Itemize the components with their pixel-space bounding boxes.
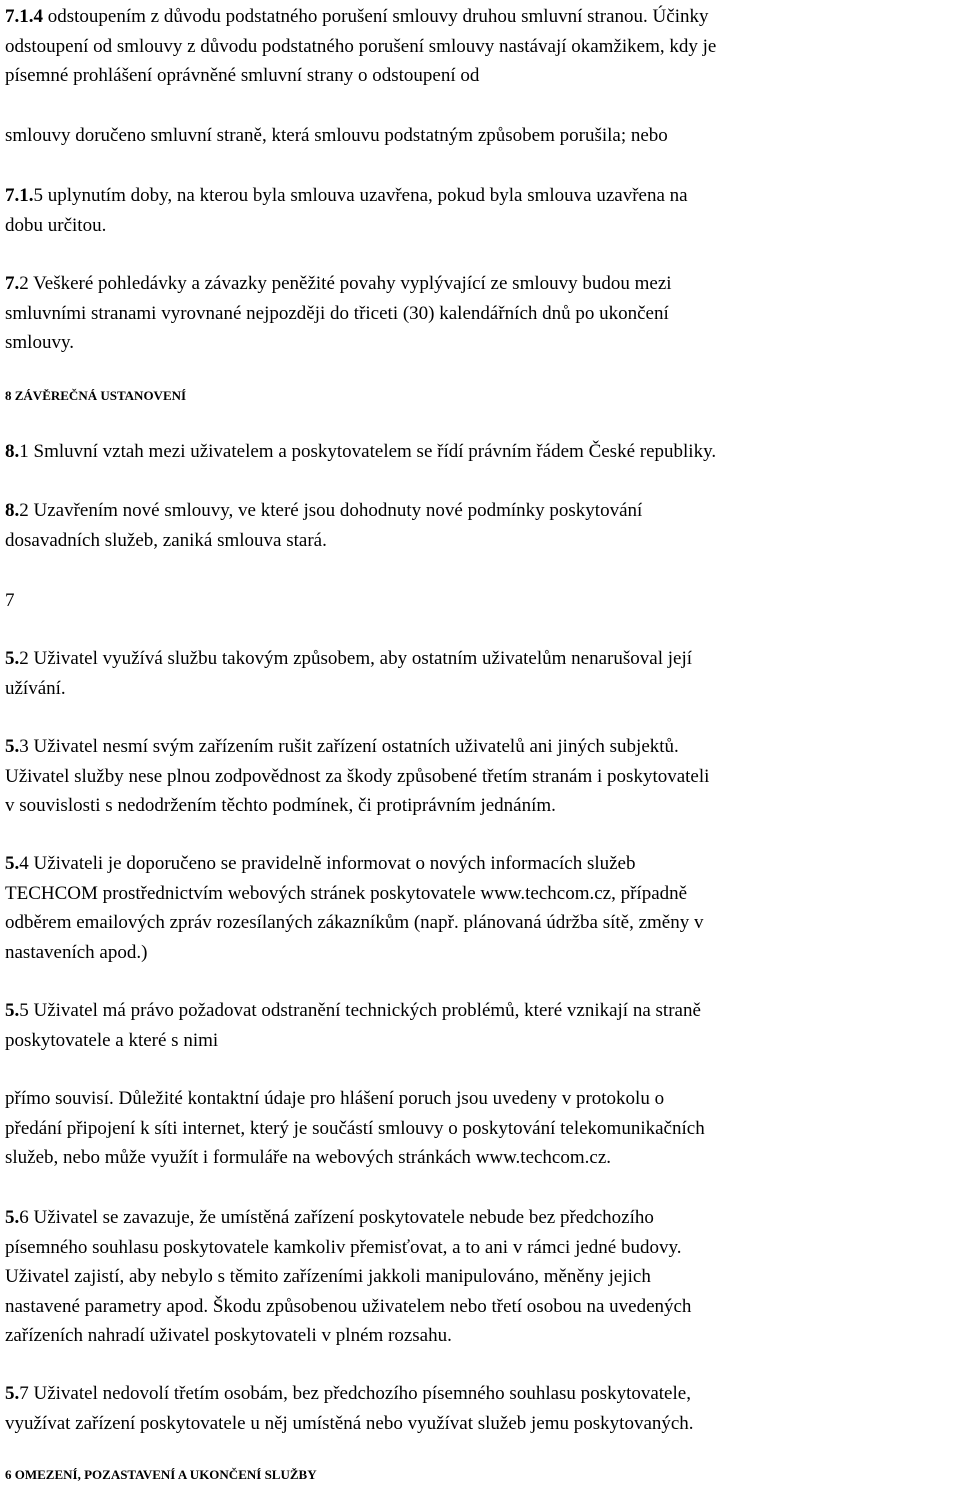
paragraph-text: poskytovatele a které s nimi: [5, 1029, 219, 1051]
paragraph-text: využívat zařízení poskytovatele u něj umístěná nebo využívat služeb jemu poskytovaných.: [5, 1412, 694, 1434]
paragraph-5-5-continued: [5, 1084, 955, 1173]
paragraph-text: nastavené parametry apod. Škodu způsobenou uživatelem nebo třetí osobou na uvedených: [5, 1295, 692, 1317]
section-heading-8: 8 ZÁVĚREČNÁ USTANOVENÍ: [5, 388, 187, 403]
paragraph-text: smlouvy.: [5, 332, 74, 353]
paragraph-text: užívání.: [5, 677, 66, 699]
paragraph-text: odstoupení od smlouvy z důvodu podstatného porušení smlouvy nastávají okamžikem, kdy je: [5, 35, 717, 57]
paragraph-text: dosavadních služeb, zaniká smlouva stará.: [5, 529, 327, 551]
paragraph-text: 6 Uživatel se zavazuje, že umístěná zařízení poskytovatele nebude bez předchozího: [19, 1207, 654, 1228]
paragraph-text: zařízeních nahradí uživatel poskytovateli v plném rozsahu.: [5, 1325, 452, 1346]
clause-number: 5.: [5, 736, 20, 757]
paragraph-text: 2 Veškeré pohledávky a závazky peněžité povahy vyplývající ze smlouvy budou mezi: [19, 273, 672, 294]
paragraph-text: písemného souhlasu poskytovatele kamkoliv přemisťovat, a to ani v rámci jedné budovy.: [5, 1236, 682, 1258]
paragraph-text: 7 Uživatel nedovolí třetím osobám, bez předchozího písemného souhlasu poskytovatele,: [19, 1383, 691, 1404]
paragraph-text: přímo souvisí. Důležité kontaktní údaje pro hlášení poruch jsou uvedeny v protokolu o: [5, 1088, 665, 1109]
paragraph-5-2: [5, 644, 955, 703]
paragraph-text: 5 Uživatel má právo požadovat odstranění technických problémů, které vznikají na straně: [19, 1000, 701, 1021]
paragraph-text: odběrem emailových zpráv rozesílaných zákazníkům (např. plánovaná údržba sítě, změny v: [5, 912, 704, 933]
clause-number: 7.1.: [5, 185, 34, 206]
paragraph-text: smluvními stranami vyrovnané nejpozději do třiceti (30) kalendářních dnů po ukončení: [5, 302, 669, 324]
paragraph-text: Uživatel zajistí, aby nebylo s těmito zařízeními jakkoli manipulováno, měněny jejich: [5, 1266, 651, 1287]
paragraph-7-2: [5, 269, 955, 358]
paragraph-5-7: [5, 1379, 955, 1438]
clause-number: 5.: [5, 1000, 20, 1021]
clause-number: 5.: [5, 1207, 20, 1228]
paragraph-5-5: [5, 996, 955, 1055]
paragraph-text: služeb, nebo může využít i formuláře na webových stránkách www.techcom.cz.: [5, 1147, 612, 1168]
paragraph-8-1: [5, 437, 955, 467]
paragraph-text: nastaveních apod.): [5, 941, 148, 963]
page-number: 7: [5, 590, 15, 611]
paragraph-text: 2 Uživatel využívá službu takovým způsobem, aby ostatním uživatelům nenarušoval její: [19, 648, 692, 669]
paragraph-text: TECHCOM prostřednictvím webových stránek poskytovatele www.techcom.cz, případně: [5, 882, 688, 904]
paragraph-7-1-5: [5, 181, 955, 240]
paragraph-text: 3 Uživatel nesmí svým zařízením rušit zařízení ostatních uživatelů ani jiných subjektů.: [19, 736, 679, 757]
paragraph-text: v souvislosti s nedodržením těchto podmínek, či protiprávním jednáním.: [5, 795, 556, 816]
paragraph-text: předání připojení k síti internet, který je součástí smlouvy o poskytování telekomunikačních: [5, 1117, 705, 1139]
paragraph-5-6: [5, 1203, 955, 1351]
paragraph-text: smlouvy doručeno smluvní straně, která smlouvu podstatným způsobem porušila; nebo: [5, 125, 668, 146]
paragraph-text: 5 uplynutím doby, na kterou byla smlouva uzavřena, pokud byla smlouva uzavřena na: [33, 185, 688, 206]
paragraph-5-4: [5, 849, 955, 967]
clause-number: 8.: [5, 500, 20, 521]
clause-number: 7.: [5, 273, 20, 294]
paragraph-text: Uživatel služby nese plnou zodpovědnost za škody způsobené třetím stranám i poskytovateli: [5, 765, 710, 787]
paragraph-5-3: [5, 732, 955, 821]
paragraph-8-2: [5, 496, 955, 555]
paragraph-text: 2 Uzavřením nové smlouvy, ve které jsou dohodnuty nové podmínky poskytování: [19, 500, 643, 521]
paragraph-text: odstoupením z důvodu podstatného porušení smlouvy druhou smluvní stranou. Účinky: [43, 6, 709, 27]
clause-number: 5.: [5, 1383, 20, 1404]
paragraph-7-1-4: [5, 2, 955, 91]
section-heading-6: 6 OMEZENÍ, POZASTAVENÍ A UKONČENÍ SLUŽBY: [5, 1467, 317, 1482]
clause-number: 5.: [5, 648, 20, 669]
clause-number: 7.1.4: [5, 6, 43, 27]
clause-number: 5.: [5, 853, 20, 874]
paragraph-text: dobu určitou.: [5, 214, 107, 236]
paragraph-text: 1 Smluvní vztah mezi uživatelem a poskytovatelem se řídí právním řádem České republiky.: [19, 441, 717, 462]
clause-number: 8.: [5, 441, 20, 462]
paragraph-text: 4 Uživateli je doporučeno se pravidelně informovat o nových informacích služeb: [19, 853, 636, 874]
paragraph-7-1-4-continued: [5, 121, 955, 151]
paragraph-text: písemné prohlášení oprávněné smluvní strany o odstoupení od: [5, 65, 480, 86]
